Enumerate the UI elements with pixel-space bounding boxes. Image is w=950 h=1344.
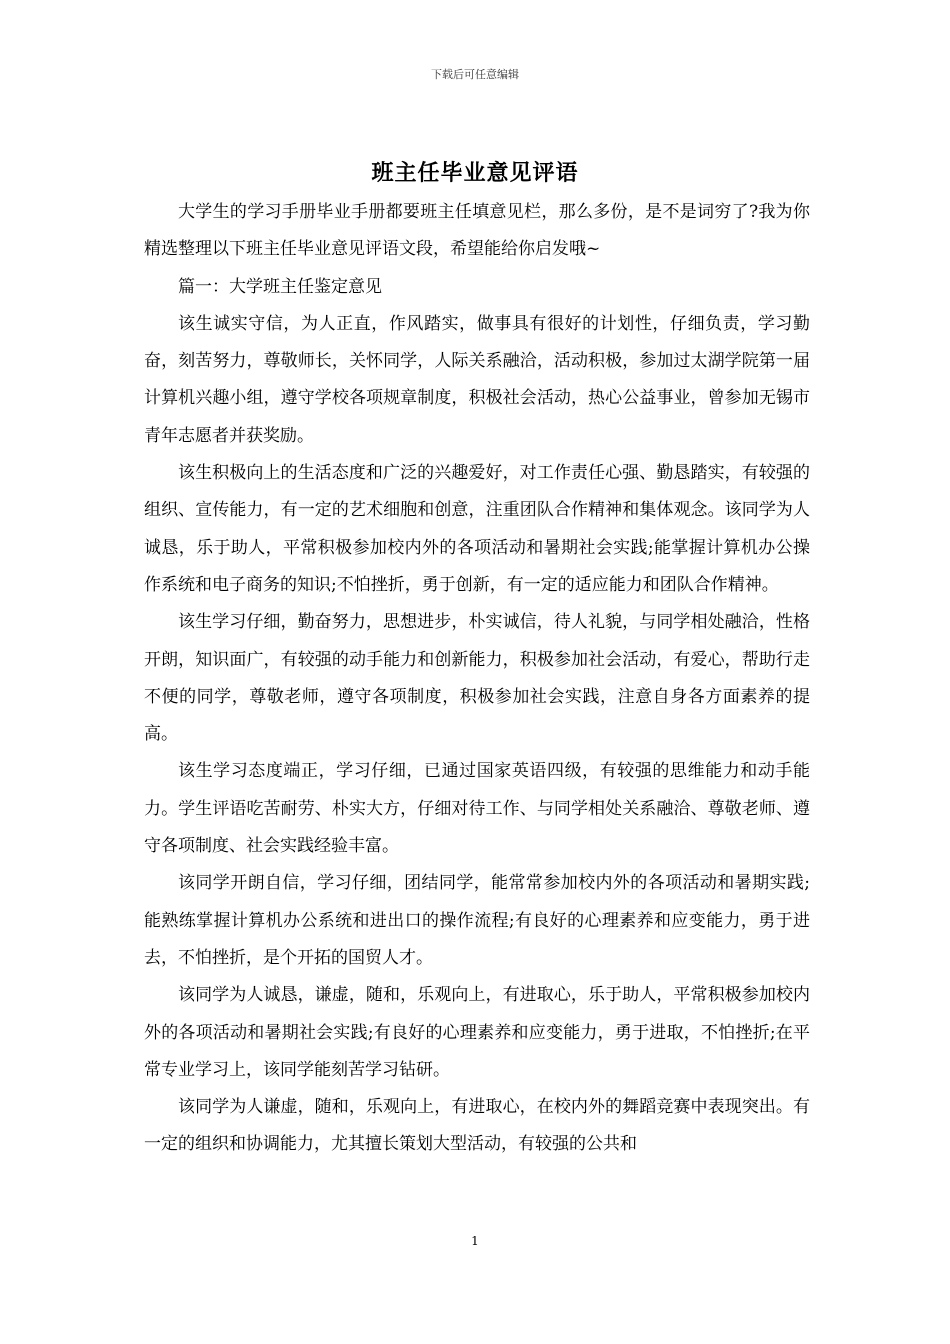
intro-paragraph: 大学生的学习手册毕业手册都要班主任填意见栏，那么多份，是不是词穷了?我为你精选整理以下班主任毕业意见评语文段，希望能给你启发哦~ <box>144 202 810 260</box>
document-body <box>144 194 810 1164</box>
body-paragraph: 该生诚实守信，为人正直，作风踏实，做事具有很好的计划性，仔细负责，学习勤奋，刻苦努力，尊敬师长，关怀同学，人际关系融洽，活动积极，参加过太湖学院第一届计算机兴趣小组，遵守学校各项规章制度，积极社会活动，热心公益事业，曾参加无锡市青年志愿者并获奖励。 <box>144 313 810 446</box>
page-header-note: 下载后可任意编辑 <box>431 68 519 81</box>
document-title: 班主任毕业意见评语 <box>371 160 579 186</box>
page-number: 1 <box>471 1234 479 1248</box>
body-paragraph: 该生积极向上的生活态度和广泛的兴趣爱好，对工作责任心强、勤恳踏实，有较强的组织、宣传能力，有一定的艺术细胞和创意，注重团队合作精神和集体观念。该同学为人诚恳，乐于助人，平常积极参加校内外的各项活动和暑期社会实践;能掌握计算机办公操作系统和电子商务的知识;不怕挫折，勇于创新，有一定的适应能力和团队合作精神。 <box>144 463 810 595</box>
section-heading: 篇一：大学班主任鉴定意见 <box>178 276 382 297</box>
body-paragraph: 该同学为人谦虚，随和，乐观向上，有进取心，在校内外的舞蹈竞赛中表现突出。有一定的组织和协调能力，尤其擅长策划大型活动，有较强的公共和 <box>144 1097 810 1155</box>
body-paragraph: 该同学为人诚恳，谦虚，随和，乐观向上，有进取心，乐于助人，平常积极参加校内外的各项活动和暑期社会实践;有良好的心理素养和应变能力，勇于进取，不怕挫折;在平常专业学习上，该同学能刻苦学习钻研。 <box>144 985 810 1080</box>
body-paragraph: 该生学习仔细，勤奋努力，思想进步，朴实诚信，待人礼貌，与同学相处融洽，性格开朗，知识面广，有较强的动手能力和创新能力，积极参加社会活动，有爱心，帮助行走不便的同学，尊敬老师，遵守各项制度，积极参加社会实践，注意自身各方面素养的提高。 <box>144 612 810 745</box>
body-paragraph: 该同学开朗自信，学习仔细，团结同学，能常常参加校内外的各项活动和暑期实践;能熟练掌握计算机办公系统和进出口的操作流程;有良好的心理素养和应变能力，勇于进去，不怕挫折，是个开拓的国贸人才。 <box>144 873 810 968</box>
body-paragraph: 该生学习态度端正，学习仔细，已通过国家英语四级，有较强的思维能力和动手能力。学生评语吃苦耐劳、朴实大方，仔细对待工作、与同学相处关系融洽、尊敬老师、遵守各项制度、社会实践经验丰富。 <box>144 761 810 857</box>
